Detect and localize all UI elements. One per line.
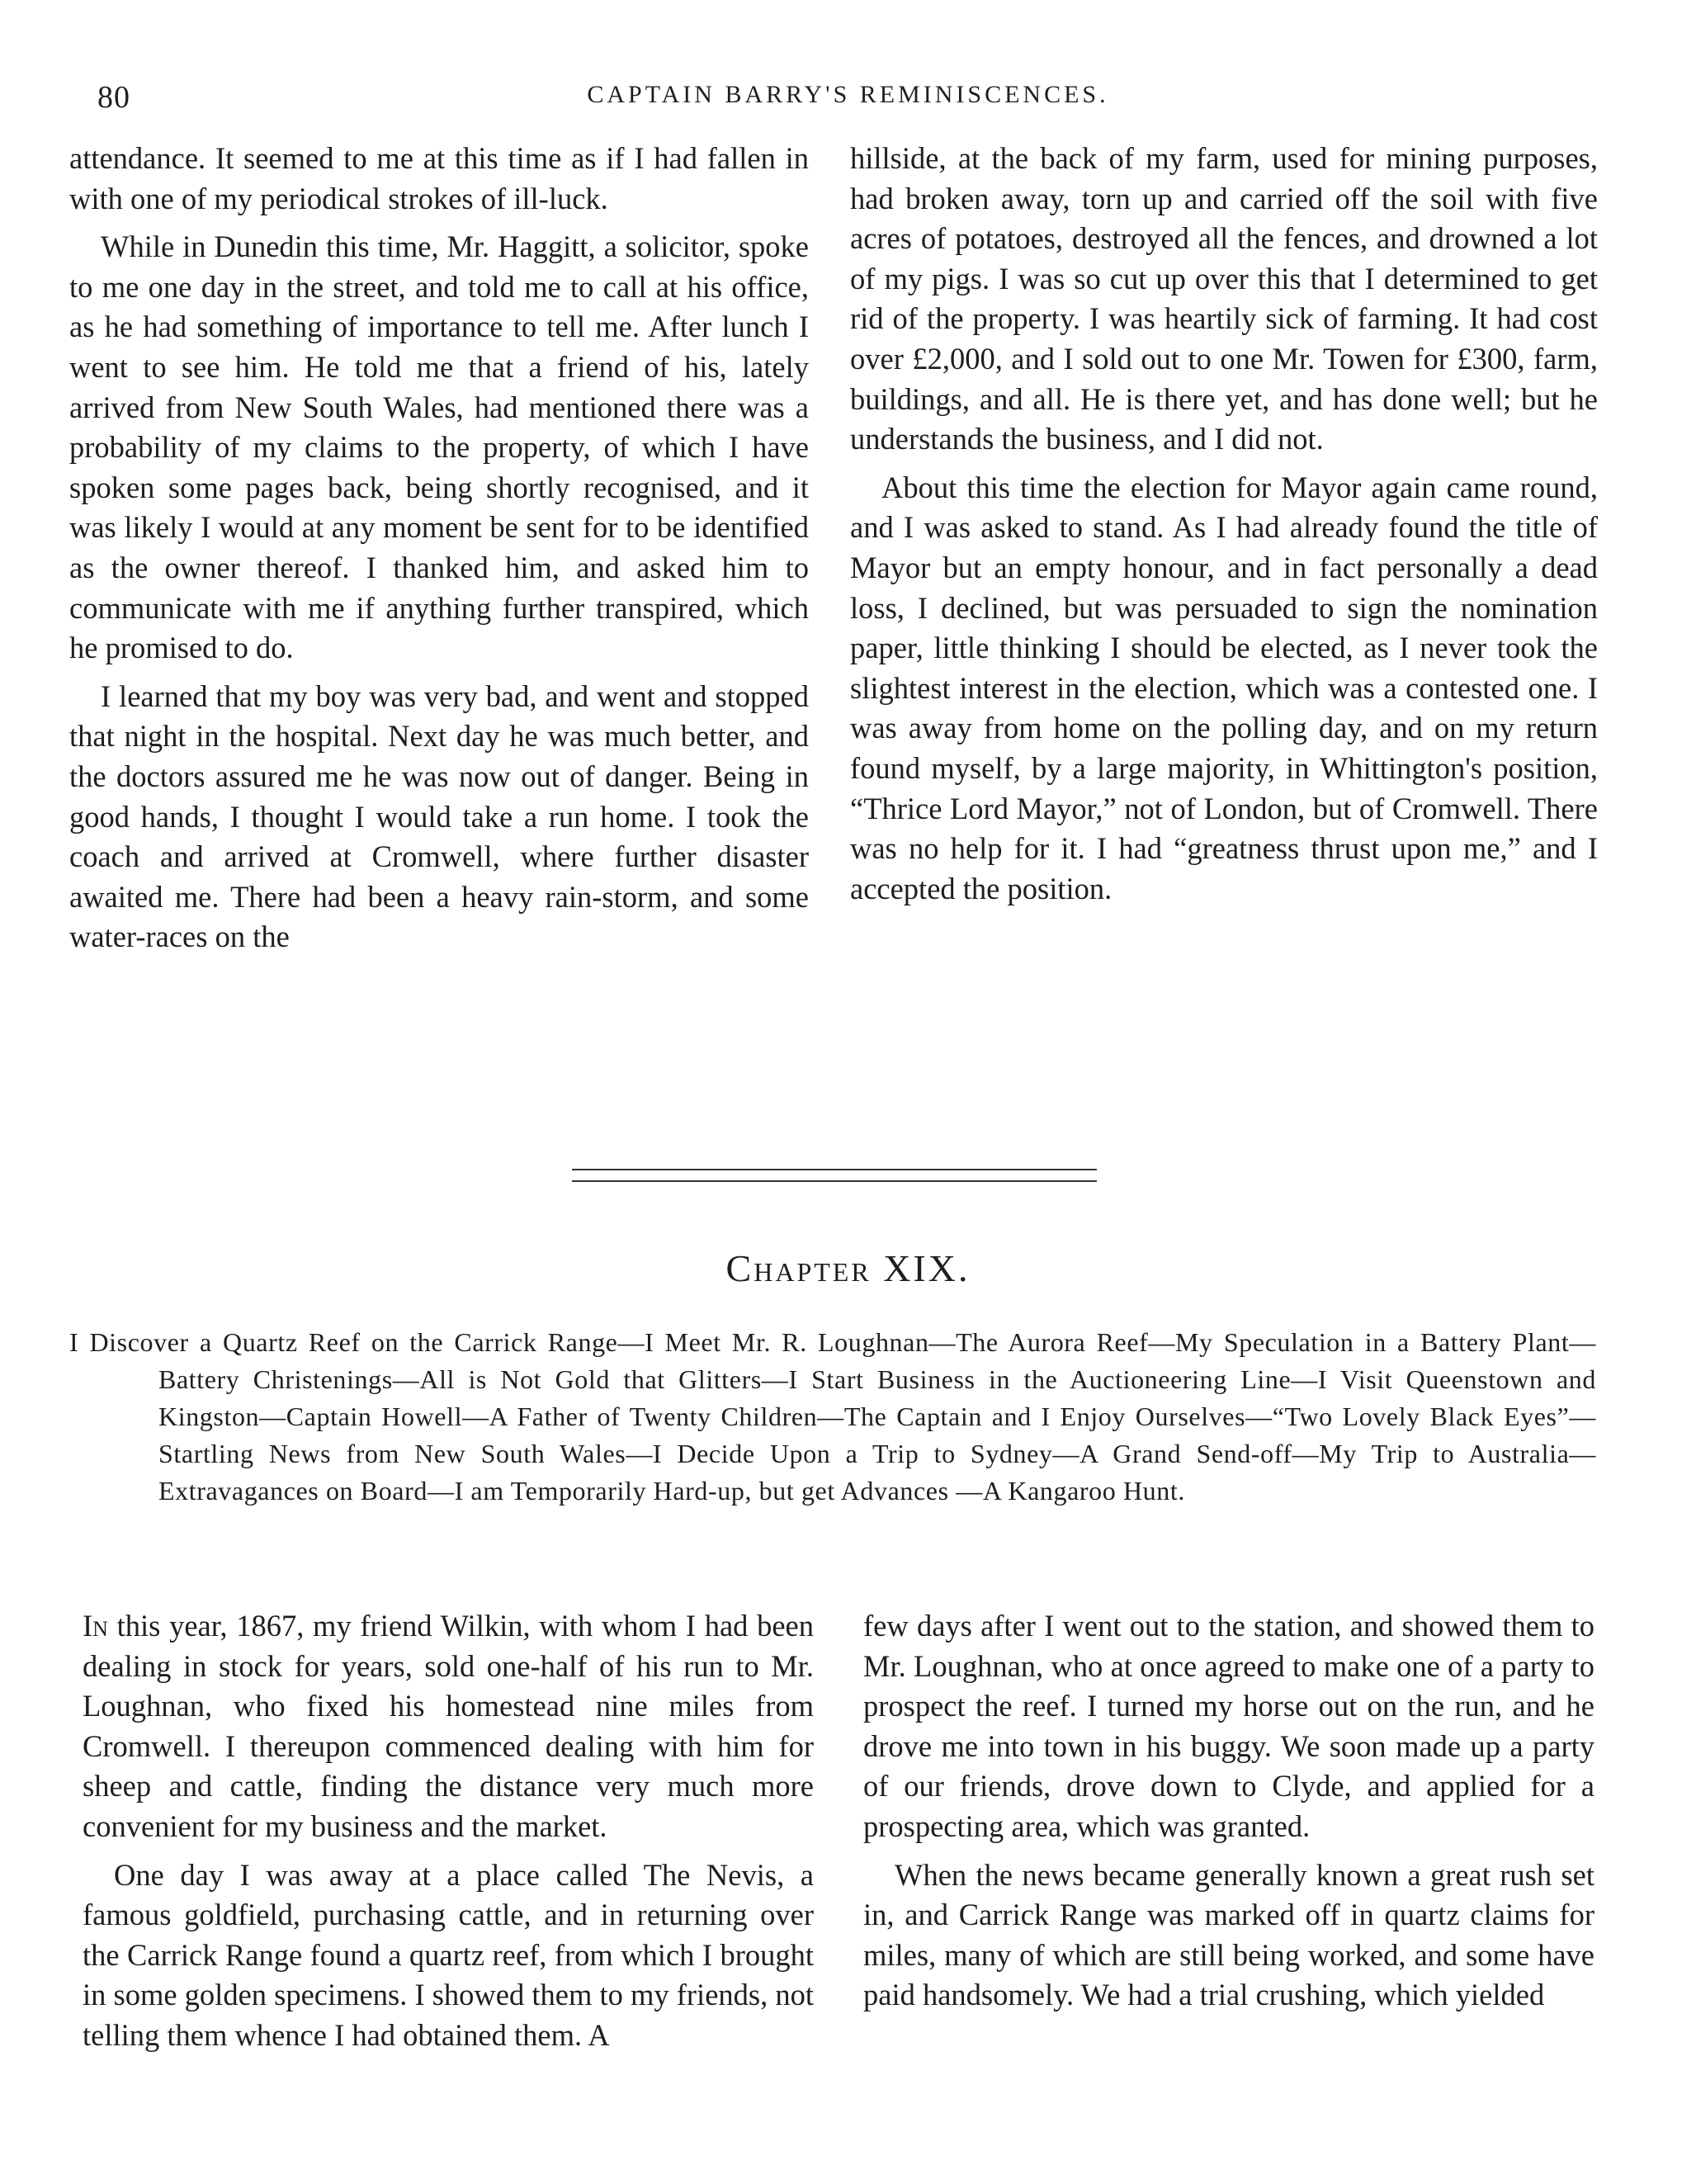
paragraph: I learned that my boy was very bad, and went and stopped that night in the hospital. Next day he was much better, and the doctors assured me he was now out of danger. Being in good hands, I thought I would take a run home. I took the coach and arrived at Cromwell, where further disaster awaited me. There had been a heavy rain-storm, and some water-races on the (69, 678, 809, 954)
top-left-column (69, 139, 809, 957)
bottom-right-column (863, 1606, 1594, 2016)
paragraph: One day I was away at a place called The Nevis, a famous goldfield, purchasing cattle, and in returning over the Carrick Range found a quartz reef, from which I brought in some golden specimens. I showed them to my friends, not telling them whence I had obtained them. A (83, 1857, 814, 2052)
chapter-label: Chapter (725, 1247, 872, 1289)
page-number: 80 (97, 80, 130, 115)
opening-word: In (83, 1609, 108, 1643)
top-right-column (850, 139, 1598, 909)
paragraph-text: this year, 1867, my friend Wilkin, with whom I had been dealing in stock for years, sold one-half of his run to Mr. Loughnan, who fixed his homestead nine miles from Cromwell. I thereupon commenced dealing with him for sheep and cattle, finding the distance very much more convenient for my business and the market. (83, 1609, 814, 1843)
section-divider (572, 1169, 1097, 1182)
chapter-title (0, 1246, 1696, 1290)
paragraph: hillside, at the back of my farm, used for mining purposes, had broken away, torn up and carried off the soil with five acres of potatoes, destroyed all the fences, and drowned a lot of my pigs. I was so cut up over this that I determined to get rid of the property. I was heartily sick of farming. It had cost over £2,000, and I sold out to one Mr. Towen for £300, farm, buildings, and all. He is there yet, and has done well; but he understands the business, and I did not. (850, 141, 1598, 456)
chapter-number: XIX. (883, 1247, 971, 1289)
bottom-left-column (83, 1606, 814, 2056)
paragraph: When the news became generally known a great rush set in, and Carrick Range was marked off in quartz claims for miles, many of which are still being worked, and some have paid handsomely. We had a trial crushing, which yielded (863, 1857, 1594, 2012)
paragraph: attendance. It seemed to me at this time as if I had fallen in with one of my periodical strokes of ill-luck. (69, 141, 809, 215)
paragraph: About this time the election for Mayor again came round, and I was asked to stand. As I had already found the title of Mayor but an empty honour, and in fact personally a dead loss, I declined, but was persuaded to sign the nomination paper, little thinking I should be elected, as I never took the slightest interest in the election, which was a contested one. I was away from home on the polling day, and on my return found myself, by a large majority, in Whittington's position, “Thrice Lord Mayor,” not of London, but of Cromwell. There was no help for it. I had “greatness thrust upon me,” and I accepted the position. (850, 470, 1598, 905)
paragraph: few days after I went out to the station, and showed them to Mr. Loughnan, who at once agreed to make one of a party to prospect the reef. I turned my horse out on the run, and he drove me into town in his buggy. We soon made up a party of our friends, drove down to Clyde, and applied for a prospecting area, which was granted. (863, 1609, 1594, 1843)
paragraph: While in Dunedin this time, Mr. Haggitt, a solicitor, spoke to me one day in the street, and told me to call at his office, as he had something of importance to tell me. After lunch I went to see him. He told me that a friend of his, lately arrived from New South Wales, had mentioned there was a probability of my claims to the property, of which I have spoken some pages back, being shortly recognised, and it was likely I would at any moment be sent for to be identified as the owner thereof. I thanked him, and asked him to communicate with me if anything further transpired, which he promised to do. (69, 229, 809, 665)
chapter-synopsis: I Discover a Quartz Reef on the Carrick Range—I Meet Mr. R. Loughnan—The Aurora Reef—My Speculation in a Battery Plant— Battery Christenings—All is Not Gold that Glitters—I Start Business in the Auctioneering Line—I Visit Queenstown and Kingston—Captain Howell—A Father of Twenty Children—The Captain and I Enjoy Ourselves—“Two Lovely Black Eyes”—Startling News from New South Wales—I Decide Upon a Trip to Sydney—A Grand Send-off—My Trip to Australia—Extravagances on Board—I am Temporarily Hard-up, but get Advances —A Kangaroo Hunt. (69, 1327, 1596, 1506)
running-head: CAPTAIN BARRY'S REMINISCENCES. (587, 81, 1109, 108)
paragraph (83, 1606, 814, 1847)
